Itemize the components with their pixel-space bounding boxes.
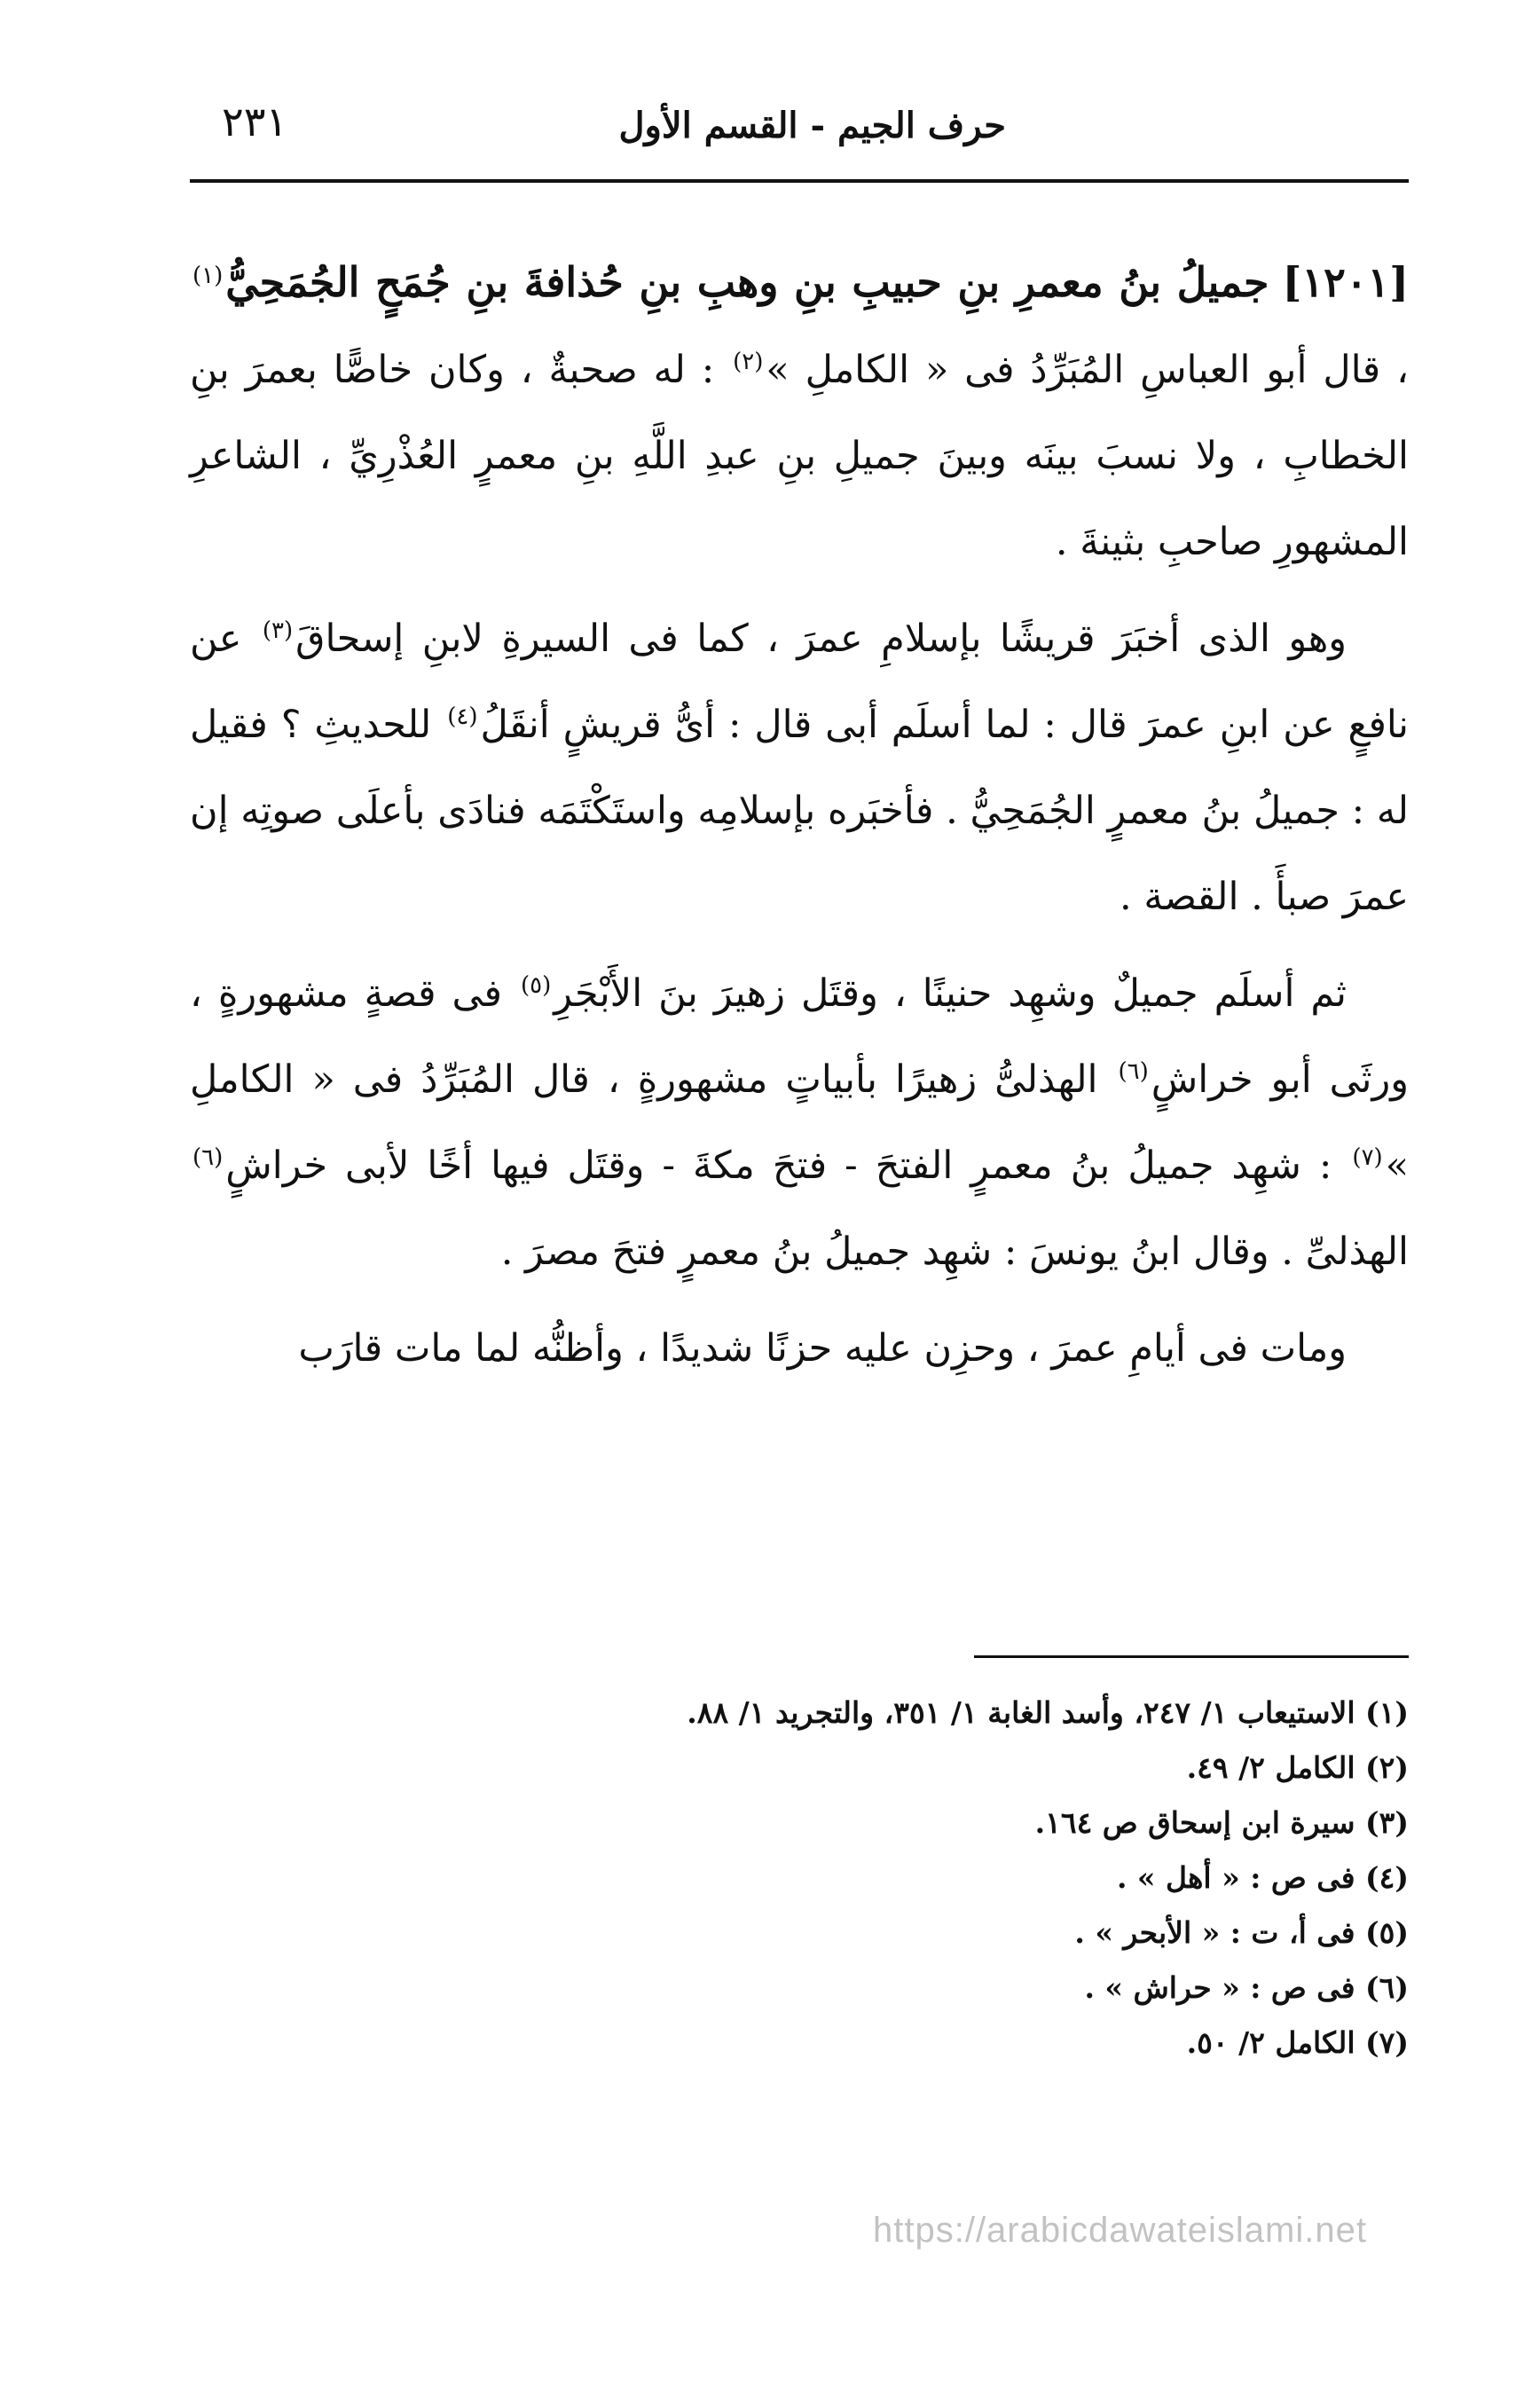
text-run: ، قال أبو العباسِ المُبَرِّدُ فى « الكاملِ » bbox=[766, 348, 1409, 392]
text-run: ثم أسلَم جميلٌ وشهِد حنينًا ، وقتَل زهيرَ بنَ الأَبْجَرِ bbox=[554, 971, 1347, 1016]
text-run: ومات فى أيامِ عمرَ ، وحزِن عليه حزنًا شديدًا ، وأظنُّه لما مات قارَب bbox=[298, 1326, 1347, 1371]
chapter-title: حرف الجيم - القسم الأول bbox=[618, 105, 1006, 146]
text-run: للحديثِ ؟ فقيل له : جميلُ بنُ معمرٍ الجُمَحِيُّ . فأخبَره بإسلامِه واستَكْتَمَه فنادَى بأعلَى صوتِه إن عمرَ صبأَ . القصة . bbox=[190, 703, 1409, 919]
footnote-marker-6: (٦) bbox=[1118, 1057, 1149, 1085]
footnote-marker-6b: (٦) bbox=[192, 1143, 224, 1171]
footnote-3: (٣) سيرة ابن إسحاق ص ١٦٤. bbox=[1034, 1805, 1409, 1840]
text-run: الهذلىِّ . وقال ابنُ يونسَ : شهِد جميلُ بنُ معمرٍ فتحَ مصرَ . bbox=[500, 1230, 1409, 1274]
text-run: : له صحبةٌ ، وكان خاصًّا بعمرَ بنِ الخطابِ ، ولا نسبَ بينَه وبينَ جميلِ بنِ عبدِ اللَّهِ بنِ معمرٍ العُذْرِيِّ ، الشاعرِ المشهورِ صاحبِ بثينةَ . bbox=[190, 348, 1409, 564]
paragraph-2 bbox=[190, 596, 1409, 940]
text-run: فى قصةٍ مشهورةٍ ، ورثَى أبو خراشٍ bbox=[190, 971, 1409, 1102]
footnote-1: (١) الاستيعاب ١/ ٢٤٧، وأسد الغابة ١/ ٣٥١، والتجريد ١/ ٨٨. bbox=[687, 1695, 1409, 1730]
footnotes bbox=[190, 1686, 1409, 2071]
footnote-marker-3: (٣) bbox=[262, 617, 294, 644]
footnote-marker-5: (٥) bbox=[520, 971, 552, 999]
page-number: ٢٣١ bbox=[222, 98, 288, 145]
footnote-marker-7: (٧) bbox=[1352, 1143, 1383, 1171]
footnote-6: (٦) فى ص : « حراش » . bbox=[1084, 1970, 1409, 2005]
footnote-2: (٢) الكامل ٢/ ٤٩. bbox=[1186, 1750, 1409, 1785]
text-run: : شهِد جميلُ بنُ معمرٍ الفتحَ - فتحَ مكةَ - وقتَل فيها أخًا لأبى خراشٍ bbox=[225, 1143, 1332, 1188]
paragraph-4 bbox=[190, 1306, 1409, 1392]
entry-number: [١٢٠١] bbox=[1282, 258, 1410, 306]
footnote-5: (٥) فى أ، ت : « الأبحر » . bbox=[1074, 1915, 1409, 1950]
footnote-7: (٧) الكامل ٢/ ٥٠. bbox=[1186, 2025, 1409, 2060]
text-run: عن نافعٍ عن ابنِ عمرَ قال : لما أسلَم أبى قال : أىُّ قريشٍ أنقَلُ bbox=[190, 617, 1410, 747]
entry-name: جميلُ بنُ معمرِ بنِ حبيبِ بنِ وهبِ بنِ حُذافةَ بنِ جُمَحٍ الجُمَحِيُّ bbox=[225, 258, 1269, 306]
footnote-marker-2: (٢) bbox=[733, 348, 764, 375]
paragraph-entry-head bbox=[190, 240, 1409, 585]
running-header bbox=[190, 98, 1409, 176]
main-text bbox=[190, 240, 1409, 1403]
footnote-4: (٤) فى ص : « أهل » . bbox=[1116, 1860, 1409, 1895]
text-run: الهذلىُّ زهيرًا بأبياتٍ مشهورةٍ ، قال المُبَرِّدُ فى « الكاملِ » bbox=[190, 1057, 1409, 1188]
header-rule bbox=[190, 179, 1409, 183]
footnote-marker-4: (٤) bbox=[447, 703, 478, 730]
footnote-rule bbox=[974, 1655, 1409, 1658]
text-run: وهو الذى أخبَرَ قريشًا بإسلامِ عمرَ ، كما فى السيرةِ لابنِ إسحاقَ bbox=[295, 617, 1348, 661]
paragraph-3 bbox=[190, 951, 1409, 1295]
watermark-url: https://arabicdawateislami.net bbox=[873, 2211, 1367, 2250]
footnote-marker-1: (١) bbox=[192, 262, 224, 289]
